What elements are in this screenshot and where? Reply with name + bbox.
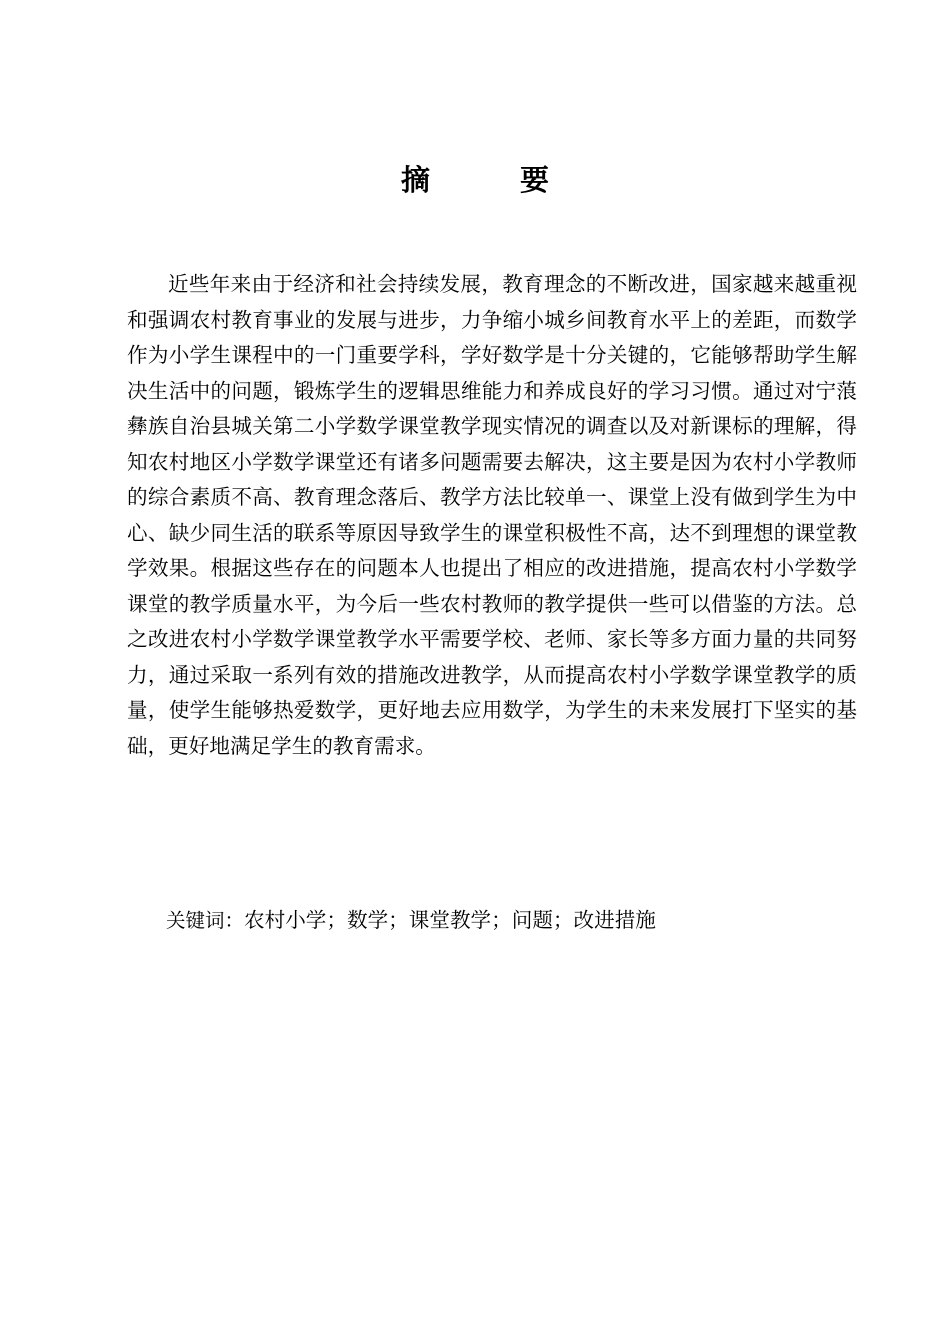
keywords-label: 关键词：	[166, 909, 245, 932]
keywords-list: 农村小学；数学；课堂教学；问题；改进措施	[244, 908, 656, 932]
abstract-title: 摘 要	[400, 163, 590, 197]
abstract-body: 近些年来由于经济和社会持续发展，教育理念的不断改进，国家越来越重视和强调农村教育事业的发展与进步，力争缩小城乡间教育水平上的差距，而数学作为小学生课程中的一门重要学科，学好数学是十分关键的，它能够帮助学生解决生活中的问题，锻炼学生的逻辑思维能力和养成良好的学习习惯。通过对宁蒗彝族自治县城关第二小学数学课堂教学现实情况的调查以及对新课标的理解，得知农村地区小学数学课堂还有诸多问题需要去解决，这主要是因为农村小学教师的综合素质不高、教育理念落后、教学方法比较单一、课堂上没有做到学生为中心、缺少同生活的联系等原因导致学生的课堂积极性不高，达不到理想的课堂教学效果。根据这些存在的问题本人也提出了相应的改进措施，提高农村小学数学课堂的教学质量水平，为今后一些农村教师的教学提供一些可以借鉴的方法。总之改进农村小学数学课堂教学水平需要学校、老师、家长等多方面力量的共同努力，通过采取一系列有效的措施改进教学，从而提高农村小学数学课堂教学的质量，使学生能够热爱数学，更好地去应用数学，为学生的未来发展打下坚实的基础，更好地满足学生的教育需求。	[127, 272, 857, 758]
keywords-line	[166, 903, 866, 938]
